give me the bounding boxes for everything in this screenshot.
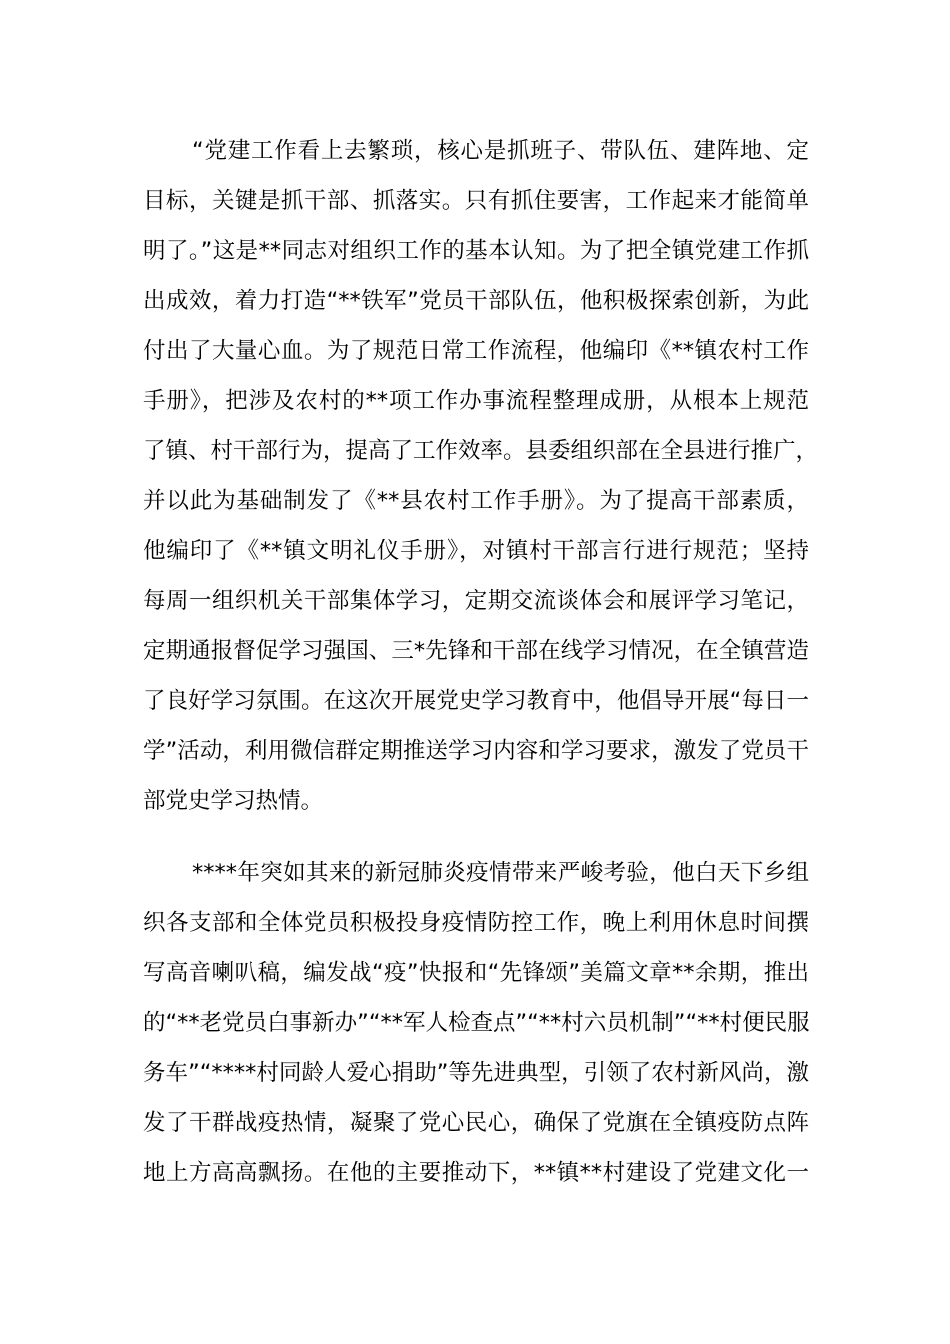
text-line: ****年突如其来的新冠肺炎疫情带来严峻考验，他白天下乡组 — [192, 860, 809, 886]
text-line: 地上方高高飘扬。在他的主要推动下，**镇**村建设了党建文化一 — [143, 1160, 809, 1186]
document-body — [143, 126, 819, 1198]
paragraph-1 — [143, 126, 819, 826]
paragraph-spacer — [143, 826, 809, 848]
text-line: 出成效，着力打造“**铁军”党员干部队伍，他积极探索创新，为此 — [143, 288, 809, 314]
text-line: 学”活动，利用微信群定期推送学习内容和学习要求，激发了党员干 — [143, 738, 809, 764]
text-line: 务车”“****村同龄人爱心捐助”等先进典型，引领了农村新风尚，激 — [143, 1060, 809, 1086]
text-line: 并以此为基础制发了《**县农村工作手册》。为了提高干部素质， — [143, 488, 809, 514]
text-line: 他编印了《**镇文明礼仪手册》，对镇村干部言行进行规范；坚持 — [143, 538, 809, 564]
text-line: 了良好学习氛围。在这次开展党史学习教育中，他倡导开展“每日一 — [143, 688, 809, 714]
text-line: 部党史学习热情。 — [143, 788, 324, 814]
text-line: 写高音喇叭稿，编发战“疫”快报和“先锋颂”美篇文章**余期，推出 — [143, 960, 809, 986]
paragraph-2 — [143, 848, 809, 1198]
text-line: 明了。”这是**同志对组织工作的基本认知。为了把全镇党建工作抓 — [143, 238, 809, 264]
text-line: 发了干群战疫热情，凝聚了党心民心，确保了党旗在全镇疫防点阵 — [143, 1110, 809, 1136]
text-line: 了镇、村干部行为，提高了工作效率。县委组织部在全县进行推广， — [143, 438, 819, 464]
text-line: 每周一组织机关干部集体学习，定期交流谈体会和展评学习笔记， — [143, 588, 809, 614]
text-line: 织各支部和全体党员积极投身疫情防控工作，晚上利用休息时间撰 — [143, 910, 809, 936]
text-line: 目标，关键是抓干部、抓落实。只有抓住要害，工作起来才能简单 — [143, 188, 809, 214]
text-line: 的“**老党员白事新办”“**军人检查点”“**村六员机制”“**村便民服 — [143, 1010, 810, 1036]
text-line: 付出了大量心血。为了规范日常工作流程，他编印《**镇农村工作 — [143, 338, 809, 364]
text-line: “党建工作看上去繁琐，核心是抓班子、带队伍、建阵地、定 — [192, 138, 809, 164]
text-line: 定期通报督促学习强国、三*先锋和干部在线学习情况，在全镇营造 — [143, 638, 809, 664]
text-line: 手册》，把涉及农村的**项工作办事流程整理成册，从根本上规范 — [143, 388, 809, 414]
